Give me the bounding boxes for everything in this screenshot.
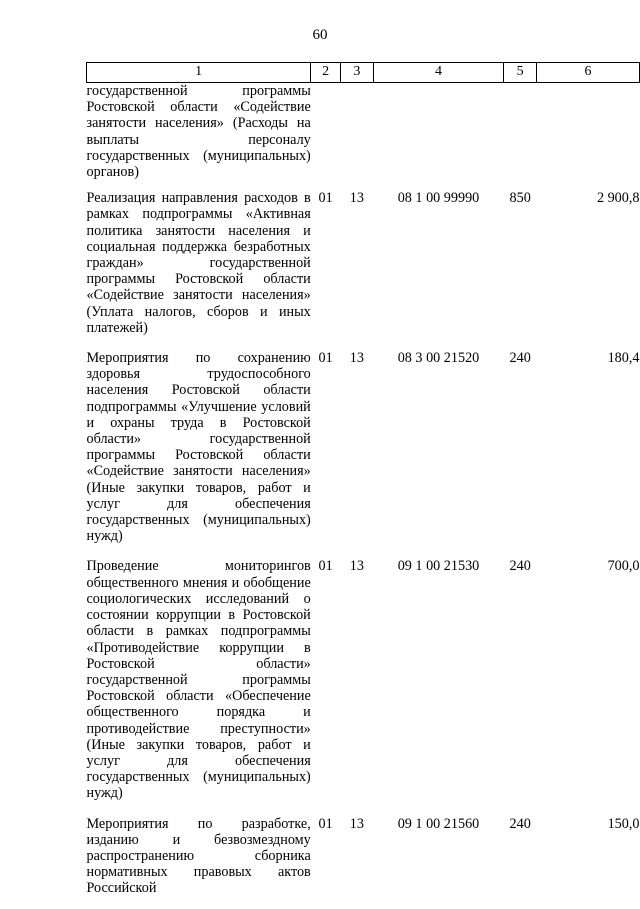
row-amount: 700,0 (607, 558, 640, 575)
continuation-description: государственной программы Ростовской области «Содействие занятости населения» (Расходы на выплаты персоналу государственных (муниципальных) органов) (86, 83, 311, 181)
budget-table (86, 62, 640, 909)
column-header-subsection: 3 (341, 63, 374, 83)
row-target-article: 09 1 00 21530 (397, 558, 480, 575)
row-section: 01 (318, 350, 333, 367)
row-amount: 180,4 (607, 350, 640, 367)
row-description: Мероприятия по сохранению здоровья трудоспособного населения Ростовской области подпрограммы «Улучшение условий и охраны труда в Ростовской области» государственной программы Ростовской области «Содействие занятости населения» (Иные закупки товаров, работ и услуг для обеспечения государственных (муниципальных) нужд) (86, 350, 311, 545)
column-header-description: 1 (87, 63, 311, 83)
row-subsection: 13 (349, 190, 364, 207)
table-header-row (87, 63, 640, 83)
row-expense-type: 850 (509, 190, 531, 207)
row-amount: 150,0 (607, 815, 640, 832)
table-row (87, 348, 640, 556)
row-expense-type: 240 (509, 350, 531, 367)
table-row (87, 814, 640, 909)
row-expense-type: 240 (509, 815, 531, 832)
row-target-article: 08 1 00 99990 (397, 190, 480, 207)
row-subsection: 13 (349, 815, 364, 832)
row-description: Реализация направления расходов в рамках подпрограммы «Активная политика занятости населения и социальная поддержка безработных граждан» государственной программы Ростовской области «Содействие занятости населения» (Уплата налогов, сборов и иных платежей) (86, 190, 311, 336)
column-header-target-article: 4 (373, 63, 504, 83)
row-section: 01 (318, 190, 333, 207)
row-expense-type: 240 (509, 558, 531, 575)
table-row (87, 188, 640, 348)
row-subsection: 13 (349, 350, 364, 367)
column-header-expense-type: 5 (504, 63, 537, 83)
row-target-article: 09 1 00 21560 (397, 815, 480, 832)
row-section: 01 (318, 558, 333, 575)
continuation-row (87, 83, 640, 189)
row-description: Мероприятия по разработке, изданию и безвозмездному распространению сборника нормативных правовых актов Российской (86, 815, 311, 897)
row-amount: 2 900,8 (596, 190, 640, 207)
row-subsection: 13 (349, 558, 364, 575)
column-header-section: 2 (311, 63, 341, 83)
column-header-amount: 6 (537, 63, 640, 83)
row-description: Проведение мониторингов общественного мнения и обобщение социологических исследований о состоянии коррупции в Ростовской области в рамках подпрограммы «Противодействие коррупции в Ростовской области» государственной программы Ростовской области «Обеспечение общественного порядка и противодействие преступности» (Иные закупки товаров, работ и услуг для обеспечения государственных (муниципальных) нужд) (86, 558, 311, 802)
page-number: 60 (312, 27, 328, 43)
row-section: 01 (318, 815, 333, 832)
row-target-article: 08 3 00 21520 (397, 350, 480, 367)
table-row (87, 556, 640, 813)
